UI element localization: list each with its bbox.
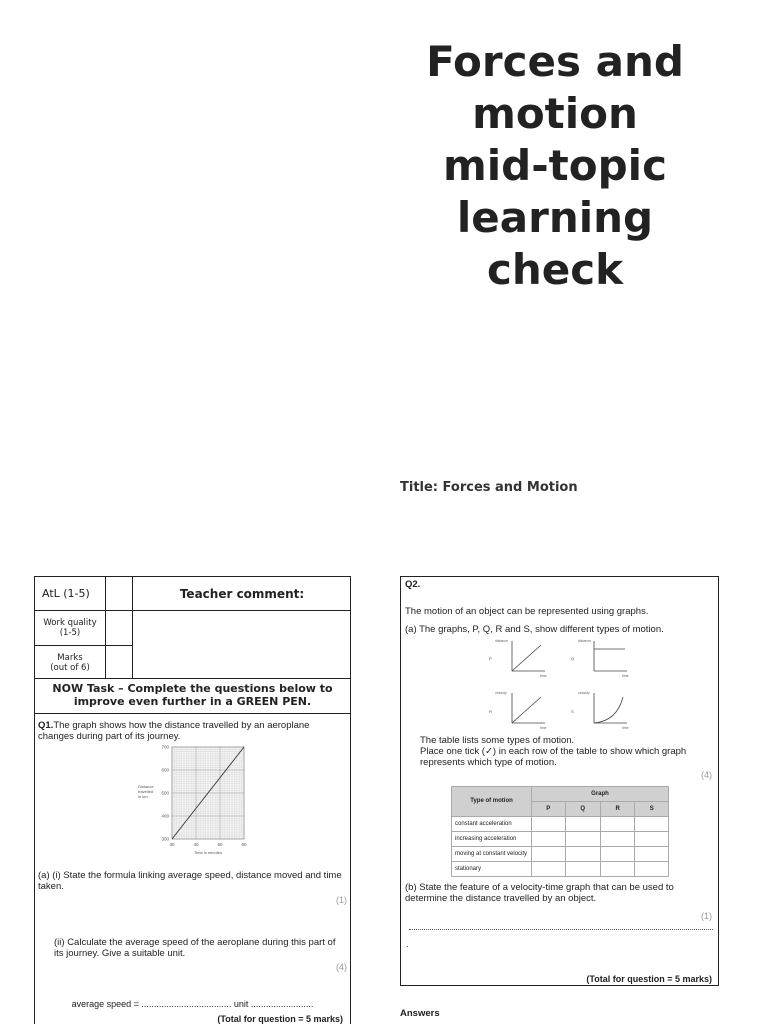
question-2-panel [400, 576, 719, 986]
marks-score-box[interactable] [106, 646, 133, 679]
graph-s-label: S [571, 709, 574, 714]
work-quality-range: (1-5) [59, 628, 81, 638]
q1-part-a-ii: (ii) Calculate the average speed of the aeroplane during this part of its journey. Give a suitable unit. [54, 937, 336, 959]
atl-label: AtL (1-5) [35, 577, 106, 611]
y-tick-label: 600 [161, 767, 169, 773]
graph-q-x-axis-label: time [622, 674, 629, 678]
y-tick-label: 500 [161, 790, 169, 796]
q2-part-b-marks: (1) [701, 911, 712, 921]
table-row [452, 847, 669, 862]
x-tick-label: 60 [241, 842, 247, 847]
tick-cell[interactable] [565, 817, 600, 832]
tick-cell[interactable] [635, 862, 669, 877]
graph-q [571, 639, 629, 678]
distance-time-chart [136, 744, 261, 866]
tick-cell[interactable] [600, 817, 634, 832]
marks-text: Marks [57, 652, 83, 663]
graph-r-x-axis-label: time [540, 726, 547, 730]
graph-r-line [512, 697, 541, 723]
question-1 [35, 714, 350, 1024]
y-axis-label: Distance [138, 784, 154, 789]
motion-type-table [451, 786, 669, 877]
tick-cell[interactable] [532, 862, 566, 877]
tick-cell[interactable] [532, 832, 566, 847]
q2-table-instructions [420, 735, 715, 768]
marks-label [35, 646, 106, 679]
q2-intro: The motion of an object can be represented using graphs. [405, 606, 649, 617]
work-quality-score-box[interactable] [106, 611, 133, 646]
work-quality-text: Work quality [43, 618, 97, 628]
graph-r-y-axis-label: velocity [495, 691, 507, 695]
teacher-comment-label: Teacher comment: [133, 577, 351, 611]
tick-cell[interactable] [635, 847, 669, 862]
tick-cell[interactable] [635, 832, 669, 847]
graph-p-y-axis-label: distance [495, 639, 509, 643]
y-axis-label: in km [138, 794, 148, 799]
assessment-grid [35, 577, 350, 679]
title-line: Forces and [426, 37, 684, 86]
average-speed-answer-line[interactable]: average speed = .................................... unit ......................... [71, 999, 314, 1009]
atl-score-box[interactable] [106, 577, 133, 611]
q2-part-b: (b) State the feature of a velocity-time graph that can be used to determine the distance travelled by an object. [405, 882, 674, 904]
q2-part-a: (a) The graphs, P, Q, R and S, show different types of motion. [405, 624, 664, 635]
x-axis-label: Time in minutes [193, 850, 223, 855]
motion-type-cell: stationary [452, 862, 532, 877]
motion-type-cell: moving at constant velocity [452, 847, 532, 862]
graph-r [489, 691, 547, 730]
q2-table-intro-2: Place one tick (✓) in each row of the table to show which graph represents which type of motion. [420, 746, 687, 768]
graph-s [571, 691, 629, 730]
y-axis-label: travelled [138, 789, 154, 794]
q2-dot-mark: . [406, 939, 409, 949]
graph-s-curve [594, 697, 623, 723]
q1-total: (Total for question = 5 marks) [217, 1014, 343, 1024]
tick-cell[interactable] [565, 862, 600, 877]
doc-title: Title: Forces and Motion [400, 480, 578, 495]
q1-part-a-i-marks: (1) [336, 895, 347, 905]
title-line: motion [472, 89, 638, 138]
tick-cell[interactable] [565, 832, 600, 847]
question-1-panel [34, 576, 351, 1024]
graph-s-x-axis-label: time [622, 726, 629, 730]
work-quality-label [35, 611, 106, 646]
tick-cell[interactable] [532, 817, 566, 832]
q2-part-a-marks: (4) [701, 770, 712, 780]
tick-cell[interactable] [600, 862, 634, 877]
graph-q-label: Q [571, 656, 575, 661]
tick-cell[interactable] [600, 847, 634, 862]
title-line: check [486, 245, 624, 294]
motion-graphs [485, 637, 655, 732]
graph-q-y-axis-label: distance [578, 639, 592, 643]
graph-r-label: R [489, 709, 492, 714]
x-tick-label: 40 [193, 842, 199, 847]
col-s: S [635, 802, 669, 817]
marks-range: (out of 6) [50, 662, 90, 673]
table-row [452, 832, 669, 847]
title-line: learning [456, 193, 654, 242]
graph-p-label: P [489, 656, 492, 661]
col-q: Q [565, 802, 600, 817]
tick-cell[interactable] [635, 817, 669, 832]
q2-number: Q2. [405, 579, 421, 590]
tick-cell[interactable] [565, 847, 600, 862]
x-tick-label: 50 [217, 842, 223, 847]
tick-cell[interactable] [532, 847, 566, 862]
answers-label: Answers [400, 1008, 440, 1019]
now-task-instruction: NOW Task – Complete the questions below to improve even further in a GREEN PEN. [35, 679, 350, 714]
distance-time-chart-svg [136, 744, 261, 866]
title-line: mid-topic [443, 141, 667, 190]
q2-table-intro-1: The table lists some types of motion. [420, 735, 575, 746]
motion-type-cell: increasing acceleration [452, 832, 532, 847]
graph-p [489, 639, 547, 678]
graph-s-y-axis-label: velocity [578, 691, 590, 695]
motion-type-cell: constant acceleration [452, 817, 532, 832]
y-tick-label: 400 [161, 813, 169, 819]
graph-p-line [512, 645, 541, 671]
y-tick-label: 700 [161, 744, 169, 750]
teacher-comment-box[interactable] [133, 611, 351, 679]
graph-p-x-axis-label: time [540, 674, 547, 678]
q1-intro [38, 720, 347, 742]
table-row [452, 862, 669, 877]
q1-number: Q1. [38, 720, 54, 731]
table-row [452, 817, 669, 832]
tick-cell[interactable] [600, 832, 634, 847]
y-tick-label: 300 [161, 836, 169, 842]
col-r: R [600, 802, 634, 817]
type-of-motion-header: Type of motion [452, 787, 532, 817]
col-p: P [532, 802, 566, 817]
x-tick-label: 30 [169, 842, 175, 847]
graph-header: Graph [532, 787, 669, 802]
q2-answer-line[interactable] [409, 929, 713, 930]
main-title [405, 36, 705, 296]
q2-total: (Total for question = 5 marks) [586, 974, 712, 984]
q1-text: The graph shows how the distance travelled by an aeroplane changes during part of its journey. [38, 720, 310, 742]
q1-part-a-ii-marks: (4) [336, 962, 347, 972]
q1-part-a-i: (a) (i) State the formula linking average speed, distance moved and time taken. [38, 870, 342, 892]
